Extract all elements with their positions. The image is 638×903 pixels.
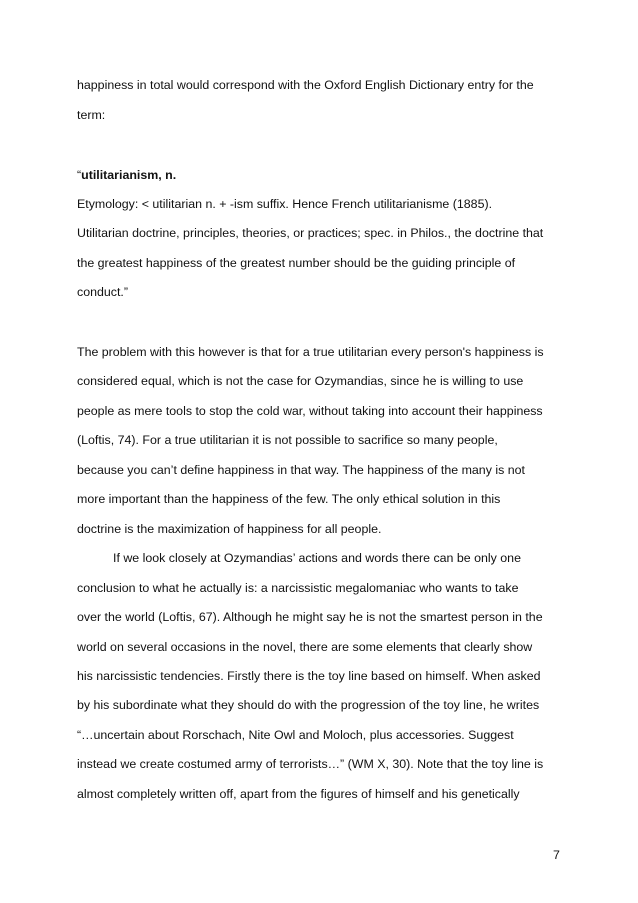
text-line: The problem with this however is that for a true utilitarian every person's happiness is: [77, 345, 544, 359]
text-line: considered equal, which is not the case for Ozymandias, since he is willing to use: [77, 374, 524, 388]
page-number: 7: [553, 848, 560, 862]
text-line: instead we create costumed army of terrorists…” (WM X, 30). Note that the toy line is: [77, 757, 544, 771]
text-line: conclusion to what he actually is: a narcissistic megalomaniac who wants to take: [77, 581, 519, 595]
text-line: people as mere tools to stop the cold war, without taking into account their happiness: [77, 404, 543, 418]
definition-line: Utilitarian doctrine, principles, theories, or practices; spec. in Philos., the doctrine that: [77, 226, 544, 240]
definition-line: conduct.”: [77, 285, 128, 299]
text-line: (Loftis, 74). For a true utilitarian it is not possible to sacrifice so many people,: [77, 433, 498, 447]
etymology-line: Etymology: < utilitarian n. + -ism suffix. Hence French utilitarianisme (1885).: [77, 197, 493, 211]
definition-line: the greatest happiness of the greatest number should be the guiding principle of: [77, 256, 516, 270]
text-line: term:: [77, 108, 106, 122]
text-line: over the world (Loftis, 67). Although he might say he is not the smartest person in the: [77, 610, 543, 624]
text-line: because you can’t define happiness in that way. The happiness of the many is not: [77, 463, 525, 477]
paragraph-first-line: If we look closely at Ozymandias’ actions and words there can be only one: [113, 551, 521, 565]
text-line: doctrine is the maximization of happiness for all people.: [77, 522, 382, 536]
text-line: almost completely written off, apart from the figures of himself and his genetically: [77, 787, 520, 801]
definition-heading: [77, 167, 567, 183]
opening-quote: “: [77, 168, 82, 182]
text-line: his narcissistic tendencies. Firstly there is the toy line based on himself. When asked: [77, 669, 541, 683]
definition-term: utilitarianism, n.: [81, 168, 177, 182]
text-line: more important than the happiness of the few. The only ethical solution in this: [77, 492, 501, 506]
text-line: world on several occasions in the novel, there are some elements that clearly show: [77, 640, 533, 654]
text-line: happiness in total would correspond with the Oxford English Dictionary entry for the: [77, 78, 534, 92]
text-line: “…uncertain about Rorschach, Nite Owl and Moloch, plus accessories. Suggest: [77, 728, 514, 742]
text-line: by his subordinate what they should do with the progression of the toy line, he writes: [77, 698, 540, 712]
